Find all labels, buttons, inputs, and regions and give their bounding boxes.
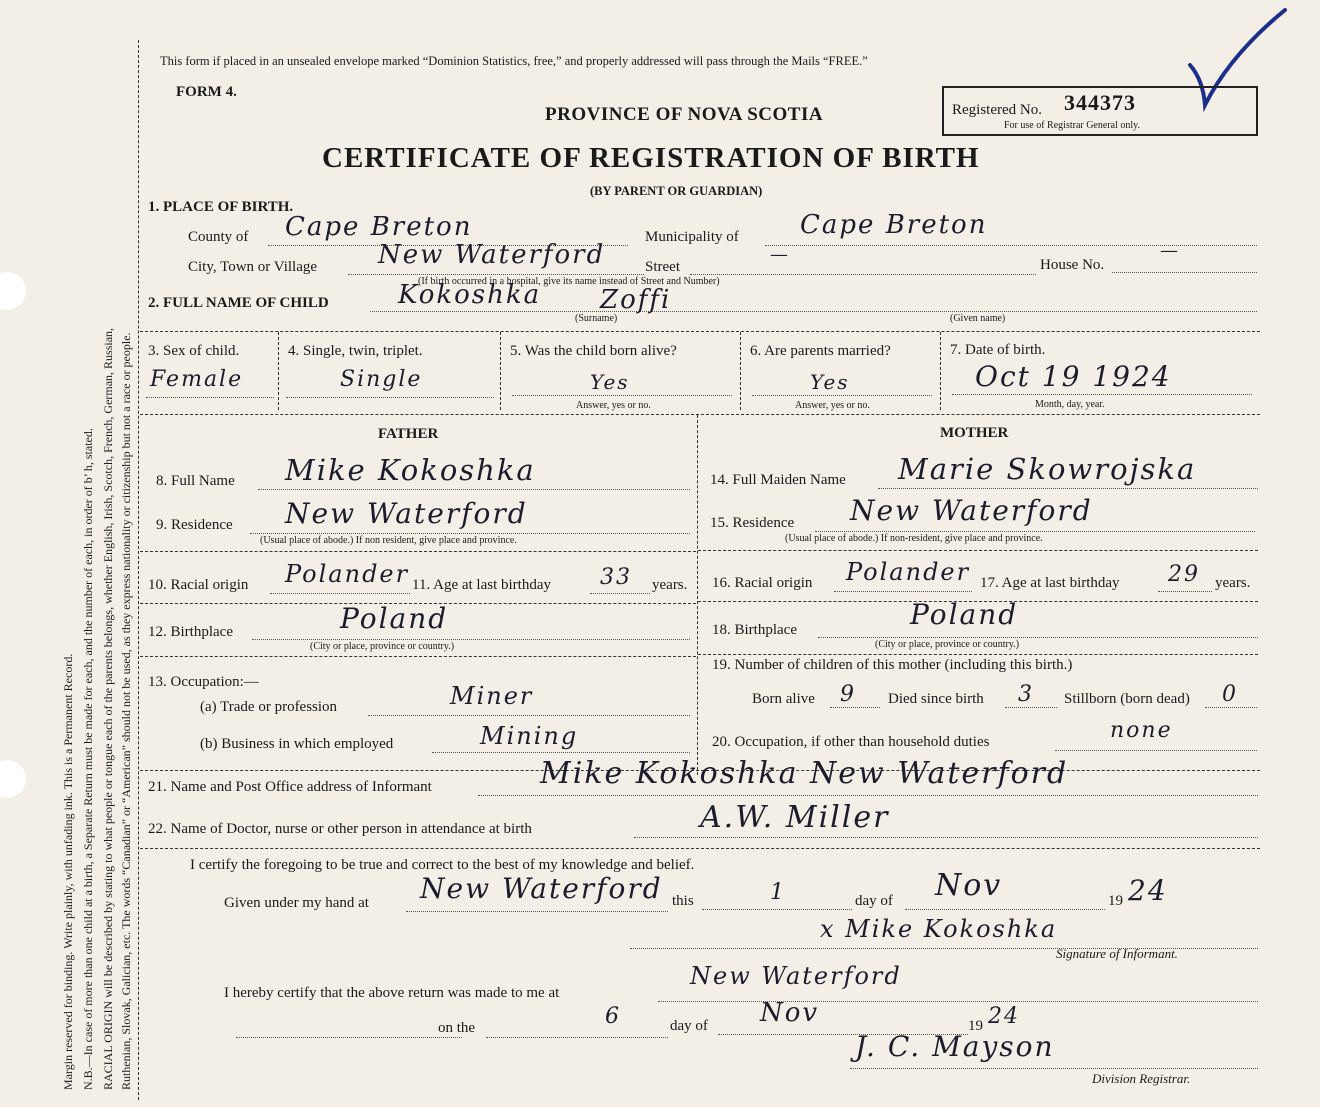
father-birthplace-note: (City or place, province or country.) <box>310 641 455 652</box>
hospital-note: (If birth occurred in a hospital, give its name instead of Street and Number) <box>418 276 720 287</box>
dob-note: Month, day, year. <box>1035 399 1105 410</box>
registrar-signature-caption: Division Registrar. <box>1092 1071 1191 1086</box>
registrar-day: 6 <box>605 1004 621 1029</box>
page-subtitle: (BY PARENT OR GUARDIAN) <box>590 184 763 198</box>
stillborn-count: 0 <box>1222 682 1238 707</box>
certify-year-prefix: 19 <box>1108 893 1123 909</box>
certify-day: 1 <box>770 880 786 905</box>
margin-note-4: Ruthenian, Slovak, Galician, etc. The words “Canadian” or “American” should not be used, as they express nationality or citizenship but not a race or people. <box>119 332 133 1090</box>
punch-hole-bottom <box>0 760 26 798</box>
child-name-label: 2. FULL NAME OF CHILD <box>148 295 329 311</box>
punch-hole-top <box>0 272 26 310</box>
registrar-year: 24 <box>988 1004 1020 1029</box>
certify-day-of-label: day of <box>855 893 893 909</box>
informant-label: 21. Name and Post Office address of Informant <box>148 779 432 795</box>
street-label: Street <box>645 259 680 275</box>
house-value: — <box>1160 240 1180 261</box>
father-racial-value: Polander <box>285 560 410 588</box>
parents-married-label: 6. Are parents married? <box>750 343 891 359</box>
given-under-label: Given under my hand at <box>224 895 369 911</box>
registrar-place: New Waterford <box>690 962 902 990</box>
mother-age-value: 29 <box>1168 562 1200 587</box>
mother-occupation-label: 20. Occupation, if other than household duties <box>712 734 990 750</box>
house-label: House No. <box>1040 257 1105 273</box>
page-title: CERTIFICATE OF REGISTRATION OF BIRTH <box>322 142 980 174</box>
informant-signature-caption: Signature of Informant. <box>1056 946 1178 961</box>
born-alive-count: 9 <box>840 682 856 707</box>
father-residence-note: (Usual place of abode.) If non resident, give place and province. <box>260 535 517 546</box>
municipality-label: Municipality of <box>645 229 739 245</box>
certify-statement: I certify the foregoing to be true and correct to the best of my knowledge and belief. <box>190 857 695 873</box>
parents-married-note: Answer, yes or no. <box>795 400 870 411</box>
father-racial-label: 10. Racial origin <box>148 577 249 593</box>
father-residence-label: 9. Residence <box>156 517 233 533</box>
mother-racial-label: 16. Racial origin <box>712 575 813 591</box>
father-heading: FATHER <box>378 426 439 442</box>
municipality-value: Cape Breton <box>800 210 988 240</box>
father-birthplace-value: Poland <box>340 602 449 635</box>
registrar-note: For use of Registrar General only. <box>1004 120 1140 131</box>
father-occupation-label: 13. Occupation:— <box>148 674 259 690</box>
sex-label: 3. Sex of child. <box>148 343 240 359</box>
father-business-label: (b) Business in which employed <box>200 736 394 752</box>
mother-age-years: years. <box>1215 575 1251 591</box>
father-name-label: 8. Full Name <box>156 473 235 489</box>
informant-signature: x Mike Kokoshka <box>820 915 1058 943</box>
mother-residence-label: 15. Residence <box>710 515 795 531</box>
died-count-label: Died since birth <box>888 691 984 707</box>
born-alive-value: Yes <box>590 370 630 394</box>
father-age-years: years. <box>652 577 688 593</box>
mother-children-label: 19. Number of children of this mother (including this birth.) <box>712 657 1073 673</box>
father-trade-value: Miner <box>450 682 534 710</box>
binding-margin-line <box>138 40 139 1100</box>
plurality-value: Single <box>340 367 423 392</box>
registered-number: 344373 <box>1064 90 1136 115</box>
street-value: — <box>770 244 790 265</box>
sex-value: Female <box>150 367 244 392</box>
registered-label: Registered No. <box>952 102 1042 118</box>
mother-heading: MOTHER <box>940 425 1009 441</box>
doctor-value: A.W. Miller <box>700 800 890 835</box>
registrar-year-prefix: 19 <box>968 1018 983 1034</box>
surname-caption: (Surname) <box>575 313 618 324</box>
father-trade-label: (a) Trade or profession <box>200 699 338 715</box>
mother-birthplace-note: (City or place, province or country.) <box>875 639 1020 650</box>
stillborn-count-label: Stillborn (born dead) <box>1064 691 1190 707</box>
mother-occupation-value: none <box>1110 718 1173 743</box>
city-value: New Waterford <box>378 240 606 270</box>
mother-birthplace-value: Poland <box>910 598 1019 631</box>
plurality-label: 4. Single, twin, triplet. <box>288 343 423 359</box>
mother-residence-note: (Usual place of abode.) If non-resident, give place and province. <box>785 533 1043 544</box>
mother-age-label: 17. Age at last birthday <box>980 575 1120 591</box>
mother-name-label: 14. Full Maiden Name <box>710 472 846 488</box>
margin-note-2: N.B.—In case of more than one child at a birth, a Separate Return must be made for each, and the number of each, in order of b’ h, stated. <box>81 428 95 1090</box>
mother-residence-value: New Waterford <box>850 494 1093 527</box>
certify-year: 24 <box>1128 874 1168 907</box>
certify-place: New Waterford <box>420 872 663 905</box>
born-alive-note: Answer, yes or no. <box>576 400 651 411</box>
certify-this-label: this <box>672 893 694 909</box>
dob-label: 7. Date of birth. <box>950 342 1046 358</box>
form-number: FORM 4. <box>176 84 237 100</box>
registrar-statement: I hereby certify that the above return was made to me at <box>224 985 560 1001</box>
registrar-day-of-label: day of <box>670 1018 708 1034</box>
registration-box <box>942 86 1258 136</box>
born-alive-count-label: Born alive <box>752 691 815 707</box>
died-count: 3 <box>1018 682 1034 707</box>
dob-value: Oct 19 1924 <box>975 360 1172 393</box>
margin-note-1: Margin reserved for binding. Write plainly, with unfading ink. This is a Permanent Record. <box>61 653 75 1090</box>
mother-birthplace-label: 18. Birthplace <box>712 622 797 638</box>
province-heading: PROVINCE OF NOVA SCOTIA <box>545 104 824 125</box>
given-name-caption: (Given name) <box>950 313 1006 324</box>
county-label: County of <box>188 229 249 245</box>
registrar-signature: J. C. Mayson <box>855 1030 1055 1063</box>
informant-value: Mike Kokoshka New Waterford <box>540 756 1069 791</box>
child-surname: Kokoshka <box>398 280 542 310</box>
city-label: City, Town or Village <box>188 259 318 275</box>
child-given-name: Zoffi <box>600 285 672 315</box>
registrar-on-the-label: on the <box>438 1020 476 1036</box>
father-age-value: 33 <box>600 565 632 590</box>
county-value: Cape Breton <box>285 212 473 242</box>
father-birthplace-label: 12. Birthplace <box>148 624 233 640</box>
born-alive-label: 5. Was the child born alive? <box>510 343 677 359</box>
registrar-month: Nov <box>760 998 820 1028</box>
doctor-label: 22. Name of Doctor, nurse or other person in attendance at birth <box>148 821 532 837</box>
margin-note-3: RACIAL ORIGIN will be described by stating to what people or tongue each of the parents belongs, whether English, Irish, Scotch, French, German, Russian, <box>101 327 115 1090</box>
mother-name-value: Marie Skowrojska <box>898 452 1197 486</box>
father-age-label: 11. Age at last birthday <box>412 577 551 593</box>
mother-racial-value: Polander <box>846 558 971 586</box>
place-heading: 1. PLACE OF BIRTH. <box>148 199 294 215</box>
father-business-value: Mining <box>480 722 579 750</box>
parents-married-value: Yes <box>810 370 850 394</box>
mailing-notice: This form if placed in an unsealed envelope marked “Dominion Statistics, free,” and properly addressed will pass through the Mails “FREE.” <box>160 54 868 68</box>
father-residence-value: New Waterford <box>285 497 528 530</box>
father-name-value: Mike Kokoshka <box>285 453 536 487</box>
certify-month: Nov <box>935 868 1003 903</box>
